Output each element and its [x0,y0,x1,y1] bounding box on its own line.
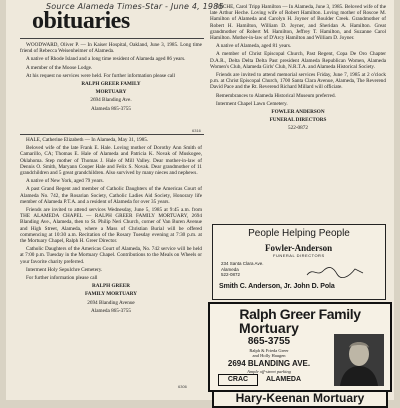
obit-text: Interment Holy Sepulchre Cemetery. [26,266,103,273]
mortuary-name-2: MORTUARY [95,89,127,96]
ad-title: People Helping People [248,228,350,239]
mortuary-name-2: FAMILY MORTUARY [84,291,138,298]
obit-text: At his request no services were held. For further information please call [26,72,175,79]
ad-tag: 6306 [178,384,187,389]
obit-text: WOODWARD, Oliver P. — In Kaiser Hospital, Oakland, June 3, 1985. Long time friend of Rebecca Weisenheimer of Alameda. [20,42,202,55]
ad-ralph-greer [208,302,392,392]
ad-owner-line: and Holly Haugen [252,353,286,358]
ad-fowler-anderson [212,224,386,300]
mortuary-name: RALPH GREER [92,283,130,290]
obit-text: A native of Rhode Island and a long time resident of Alameda aged 86 years. [26,56,186,63]
divider [20,134,204,135]
ad-address: 2694 BLANDING AVE. [227,359,311,368]
ad-phone: 865-3755 [247,336,291,347]
ad-hary-keenan [212,390,388,408]
masthead-rule [20,38,204,39]
obit-heche [210,4,386,134]
obit-text: A native of Alameda, aged 81 years. [216,43,292,50]
ad-title-2: Mortuary [239,320,299,336]
mortuary-name: RALPH GREER FAMILY [81,81,141,88]
obit-text: Friends are invited to attend services Wednesday, June 5, 1985 at 9:45 a.m. from THE ALAMEDA CHAPEL — RALPH GREER FAMILY MORTUARY, 2694 Blanding Ave., Alameda, then to St. Philip Neri Church, corner of Van Buren Avenue and High Street, Alameda, where a Mass of Christian Burial will be offered commencing at 10:30 a.m. Recitation of the Rosary Tuesday evening at 7:30 p.m. at the Mortuary Chapel, Ralph H. Greer Director. [20,207,202,245]
obit-text: Friends are invited to attend memorial services Friday, June 7, 1985 at 2 o'clock p.m. at Christ Episcopal Church, 1700 Santa Clara Avenue, Alameda, The Reverend David Pace and the Rt. Reverend Richard Millard will officiate. [210,72,386,91]
mortuary-city-phone: Alameda 865-3755 [91,307,131,314]
handwritten-source-note: Source Alameda Times-Star - June 4, 1985 [46,2,224,11]
ad-address-line: Alameda [221,266,239,272]
obit-text: Catholic Daughters of the Americas Court of Alameda, No. 742 service will be held at 7:00 p.m. Tuesday in the Mortuary Chapel. Contributions to the Meals on Wheels or your favorite charity preferred. [20,246,202,265]
obit-hale [20,137,202,316]
ad-logo-sub: FUNERAL DIRECTORS [273,253,325,258]
ad-address-line: 234 Santa Clara Ave. [221,261,264,266]
ad-title: Ralph Greer Family [239,306,361,322]
ad-title: Hary-Keenan Mortuary [235,391,365,405]
obit-text: Remembrances to Alameda Historical Museum preferred. [216,92,336,99]
mortuary-address: 2694 Blanding Avenue [87,299,135,306]
obit-text: A member of the Moose Lodge. [26,64,93,71]
ad-tag: 6316 [192,128,201,133]
mortuary-name-2: FUNERAL DIRECTORS [269,117,327,124]
ad-phone: 522-0872 [221,272,241,277]
ad-city: ALAMEDA [266,376,301,383]
ad-owner-line: Ralph & Frieda Greer [249,348,289,353]
obit-text: HECHE, Carol Tripp Hamilton — In Alameda, June 3, 1985. Beloved wife of the late Arthur Heche. Loving wife of Robert Hamilton. Loving mother of Roscoe M. Hamilton of Alameda and Carolyn H. Joyner of Boulder Creek. Grandmother of Robert H. Hamilton, William D. Joyner, and Sheridan A. Hamilton. Great grandmother of Robert M. Hamilton, Jeffrey T. Hamilton, and Suzanne Carol Hamilton. Mother-in-law of D'Arcy Hamilton and William D. Joyner. [210,4,386,42]
obituaries-masthead: obituaries [32,8,130,34]
ad-logo: Fowler-Anderson [265,243,333,253]
mortuary-city-phone: Alameda 865-3755 [91,105,131,112]
obit-text: A native of New York, aged 79 years. [26,178,104,185]
obit-text: HALE, Catherine Elizabeth — In Alameda, May 31, 1985. [26,137,149,143]
obit-text: Beloved wife of the late Frank E. Hale. Loving mother of Dorothy Ann Smith of Camarillo, CA; Thomas E. Hale of Alameda and Patricia K. Novak of Muskogee, Oklahoma. Step mother of Thomas J. Hale of Mill Valley. Dear mother-in-law of Dennis O. Smith, Maryann Cooper Hale and Felix S. Novak. Dear grandmother of 11 grandchildren and 5 great grandchildren. Also survived by many nieces and nephews. [20,145,202,177]
obit-text: A member of Christ Episcopal Church, Past Regent, Copa De Oro Chapter D.A.R., Delta Delta Delta Past president Alameda Republican Women, Alameda Women's Club, Alameda Girls' Club, N.R.T.A. and Alameda Historical Society. [210,51,386,70]
ad-parking: Ample off-street parking [247,369,291,374]
newspaper-clipping [6,0,394,405]
ad-owners [210,348,328,358]
mortuary-address: 2694 Blanding Ave. [90,97,132,104]
obit-woodward [20,42,202,114]
ad-address [221,261,263,278]
portrait-photo [334,334,384,386]
obit-text: A past Grand Regent and member of Catholic Daughters of the Americas Court of Alameda No. 742, the Rosarian Society, Catholic Ladies Aid Society, Honorary life member of Alameda P.T.A. and a resident of Alameda for over 35 years. [20,186,202,205]
obit-text: For further information please call [26,275,98,282]
mortuary-phone: 522-0872 [288,125,308,132]
obit-text: Interment Chapel Lawn Cemetery. [216,100,288,107]
signature-scribble [305,265,365,279]
ad-badge: CRAC [218,374,258,386]
mortuary-name: FOWLER ANDERSON [271,109,325,116]
ad-names: Smith C. Anderson, Jr. John D. Pola [219,283,335,290]
